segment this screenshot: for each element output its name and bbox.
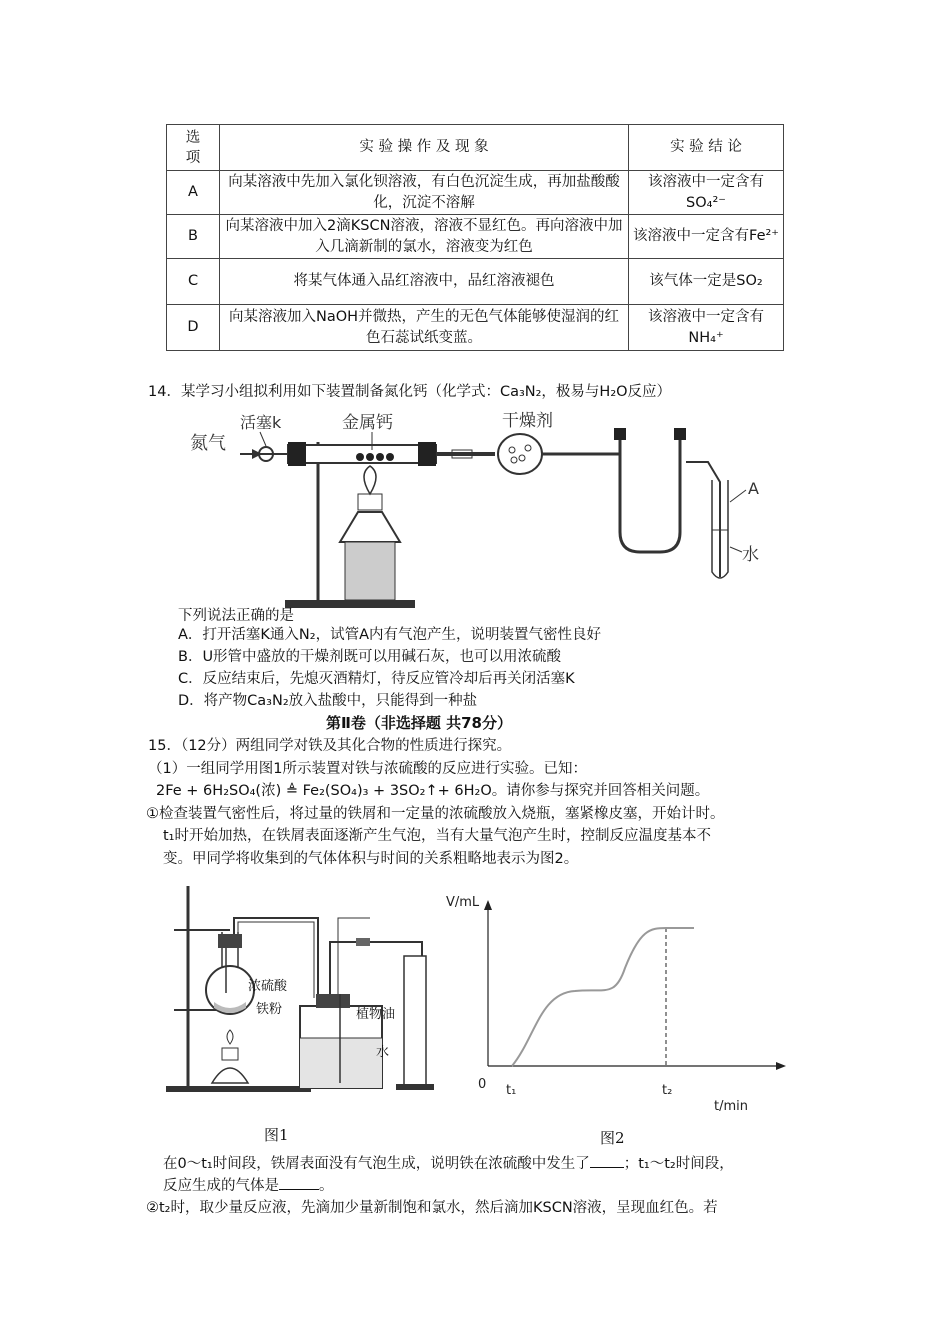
table-row: B 向某溶液中加入2滴KSCN溶液，溶液不显红色。再向溶液中加入几滴新制的氯水，溶液变为红色 该溶液中一定含有Fe²⁺ — [167, 215, 784, 259]
q15-part1: （1）一组同学用图1所示装置对铁与浓硫酸的反应进行实验。已知： — [148, 761, 587, 777]
volume-curve — [512, 928, 694, 1066]
q15-step1c: 变。甲同学将收集到的气体体积与时间的关系粗略地表示为图2。 — [163, 851, 579, 867]
fig2-xlabel: t/min — [714, 1099, 748, 1114]
table-row: C 将某气体通入品红溶液中，品红溶液褪色 该气体一定是SO₂ — [167, 259, 784, 305]
q14-option-d: D．将产物Ca₃N₂放入盐酸中，只能得到一种盐 — [178, 693, 478, 709]
round-flask — [206, 966, 254, 1014]
fig2-t1: t₁ — [506, 1083, 517, 1098]
q15-equation: 2Fe + 6H₂SO₄(浓) ≜ Fe₂(SO₄)₃ + 3SO₂↑+ 6H₂O。请你参与探究并回答相关问题。 — [156, 783, 710, 799]
measuring-cylinder — [404, 956, 426, 1088]
q15-step1a: ①检查装置气密性后，将过量的铁屑和一定量的浓硫酸放入烧瓶，塞紧橡皮塞，开始计时。 — [146, 806, 725, 822]
table-row: D 向某溶液加入NaOH并微热，产生的无色气体能够使湿润的红色石蕊试纸变蓝。 该溶液中一定含有NH₄⁺ — [167, 305, 784, 351]
label-n2: 氮气 — [190, 433, 226, 454]
fig2-ylabel: V/mL — [446, 895, 480, 910]
q14-question: 下列说法正确的是 — [178, 608, 294, 624]
fig2-origin: 0 — [478, 1077, 487, 1092]
label-oil: 植物油 — [356, 1007, 396, 1022]
fig2-t2: t₂ — [662, 1083, 673, 1098]
header-operation: 实 验 操 作 及 现 象 — [220, 125, 629, 171]
u-tube — [620, 432, 680, 552]
q15-step2: ②t₂时，取少量反应液，先滴加少量新制饱和氯水，然后滴加KSCN溶液，呈现血红色。若 — [146, 1200, 718, 1216]
label-tube-a: A — [748, 479, 759, 498]
q14-stem: 14．某学习小组拟利用如下装置制备氮化钙（化学式：Ca₃N₂，极易与H₂O反应） — [148, 384, 672, 400]
label-drier: 干燥剂 — [502, 411, 553, 431]
figure-2 — [440, 888, 790, 1120]
fig1-caption: 图1 — [264, 1126, 289, 1144]
q15-question-b: 反应生成的气体是 。 — [163, 1175, 334, 1196]
options-table — [166, 124, 784, 351]
q15-step1b: t₁时开始加热，在铁屑表面逐渐产生气泡，当有大量气泡产生时，控制反应温度基本不 — [163, 828, 711, 844]
part2-title: 第Ⅱ卷（非选择题 共78分） — [326, 714, 512, 732]
q14-option-a: A．打开活塞K通入N₂，试管A内有气泡产生，说明装置气密性良好 — [178, 627, 602, 643]
q14-option-c: C．反应结束后，先熄灭酒精灯，待反应管冷却后再关闭活塞K — [178, 671, 575, 687]
answer-blank-1[interactable] — [590, 1153, 624, 1168]
lamp-stand — [345, 542, 395, 600]
label-acid: 浓硫酸 — [248, 979, 288, 994]
label-metal: 金属钙 — [342, 413, 393, 433]
label-iron: 铁粉 — [256, 1002, 283, 1017]
q14-option-b: B．U形管中盛放的干燥剂既可以用碱石灰，也可以用浓硫酸 — [178, 649, 562, 665]
header-conclusion: 实 验 结 论 — [629, 125, 784, 171]
q15-question-a: 在0～t₁时间段，铁屑表面没有气泡生成，说明铁在浓硫酸中发生了 ；t₁～t₂时间段， — [163, 1153, 734, 1174]
q15-stem: 15．（12分）两组同学对铁及其化合物的性质进行探究。 — [148, 738, 512, 754]
drier-bulb — [498, 434, 542, 474]
answer-blank-2[interactable] — [279, 1175, 319, 1190]
header-option: 选 项 — [167, 125, 220, 171]
apparatus-figure-14 — [190, 402, 780, 617]
table-row: A 向某溶液中先加入氯化钡溶液，有白色沉淀生成，再加盐酸酸化，沉淀不溶解 该溶液中一定含有SO₄²⁻ — [167, 171, 784, 215]
label-fig1-water: 水 — [376, 1045, 390, 1060]
figure-1 — [160, 878, 440, 1096]
stand-base — [285, 600, 415, 608]
label-valve: 活塞k — [240, 413, 282, 432]
fig2-caption: 图2 — [600, 1129, 625, 1147]
label-water: 水 — [742, 545, 759, 565]
